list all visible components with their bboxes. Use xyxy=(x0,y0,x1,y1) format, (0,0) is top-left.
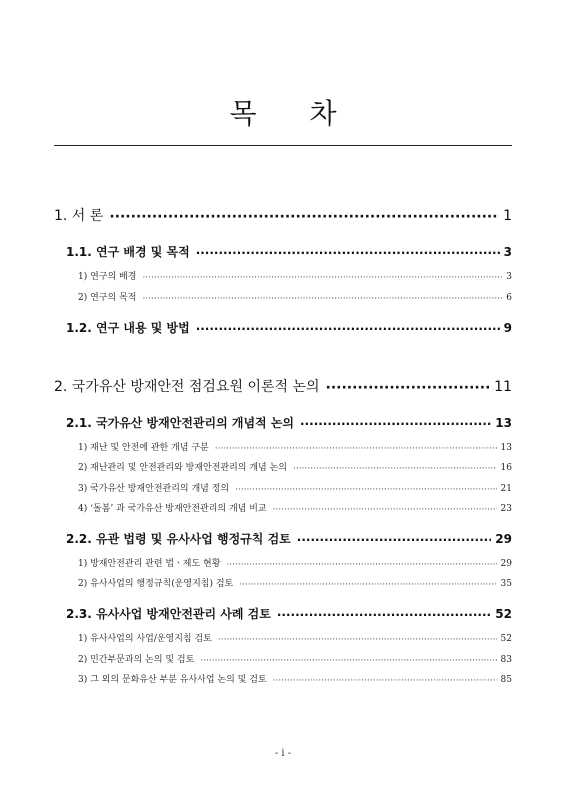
toc-page-number: 29 xyxy=(500,559,512,569)
dot-leader xyxy=(215,444,497,453)
dot-leader xyxy=(239,580,496,589)
toc-entry-subsection[interactable] xyxy=(78,481,512,494)
dot-leader xyxy=(273,505,497,514)
dot-leader xyxy=(300,417,491,429)
toc-entry-label: 3) 국가유산 방재안전관리의 개념 정의 xyxy=(78,484,230,494)
toc-entry-label: 2) 민간부문과의 논의 및 검토 xyxy=(78,655,195,665)
toc-entry-label: 1.1. 연구 배경 및 목적 xyxy=(66,245,190,259)
toc-page-number: 29 xyxy=(495,532,512,546)
toc-entry-subsection[interactable] xyxy=(78,576,512,589)
toc-page-number: 23 xyxy=(500,504,512,514)
toc-entry-label: 1) 재난 및 안전에 관한 개념 구분 xyxy=(78,443,209,453)
toc-entry-subsection[interactable] xyxy=(78,501,512,514)
toc-page-number: 52 xyxy=(495,607,512,621)
dot-leader xyxy=(142,294,502,303)
dot-leader xyxy=(293,464,497,473)
toc-page-number: 13 xyxy=(500,443,512,453)
toc-entry-label: 2.3. 유사사업 방재안전관리 사례 검토 xyxy=(66,607,271,621)
toc-entry-label: 2) 재난관리 및 안전관리와 방재안전관리의 개념 논의 xyxy=(78,463,287,473)
toc-page-number: 13 xyxy=(495,416,512,430)
toc-entry-label: 2. 국가유산 방재안전 점검요원 이론적 논의 xyxy=(54,379,320,395)
dot-leader xyxy=(218,635,497,644)
toc-entry-section[interactable] xyxy=(66,243,512,260)
toc-page-number: 3 xyxy=(506,272,512,282)
toc-page-number: 35 xyxy=(500,579,512,589)
toc-page-number: 16 xyxy=(500,463,512,473)
toc-entry-subsection[interactable] xyxy=(78,631,512,644)
toc-entry-label: 2) 연구의 목적 xyxy=(78,293,137,303)
toc-page-number: 11 xyxy=(494,379,512,395)
toc-page-number: 6 xyxy=(506,293,512,303)
dot-leader xyxy=(200,656,496,665)
toc-entry-subsection[interactable] xyxy=(78,460,512,473)
toc-entry-label: 2.1. 국가유산 방재안전관리의 개념적 논의 xyxy=(66,416,295,430)
toc-page-number: 1 xyxy=(503,208,512,224)
toc-entry-subsection[interactable] xyxy=(78,290,512,303)
dot-leader xyxy=(326,380,491,394)
dot-leader xyxy=(196,246,500,258)
toc-entry-chapter[interactable] xyxy=(54,376,512,396)
toc-entry-label: 4) ‘돌봄’ 과 국가유산 방재안전관리의 개념 비교 xyxy=(78,504,267,514)
dot-leader xyxy=(235,485,496,494)
page-title: 목 차 xyxy=(229,97,359,130)
toc-entry-section[interactable] xyxy=(66,530,512,547)
toc-entry-section[interactable] xyxy=(66,319,512,336)
toc-entry-chapter[interactable] xyxy=(54,205,512,225)
dot-leader xyxy=(109,209,499,223)
toc-entry-subsection[interactable] xyxy=(78,269,512,282)
toc-entry-label: 2) 유사사업의 행정규칙(운영지침) 검토 xyxy=(78,579,234,589)
dot-leader xyxy=(277,608,491,620)
toc-page-number: 3 xyxy=(503,245,512,259)
dot-leader xyxy=(226,560,496,569)
toc-entry-section[interactable] xyxy=(66,605,512,622)
toc-entry-label: 1) 유사사업의 사업/운영지침 검토 xyxy=(78,634,212,644)
toc-page-number: 83 xyxy=(500,655,512,665)
toc-entry-label: 1) 방재안전관리 관련 법ㆍ제도 현황 xyxy=(78,559,221,569)
toc-entry-label: 1.2. 연구 내용 및 방법 xyxy=(66,321,190,335)
dot-leader xyxy=(297,533,492,545)
toc-entry-subsection[interactable] xyxy=(78,440,512,453)
toc-entry-label: 1. 서 론 xyxy=(54,208,104,224)
page-footer: - i - xyxy=(274,748,292,759)
toc-page-number: 9 xyxy=(503,321,512,335)
dot-leader xyxy=(196,322,500,334)
toc-entry-subsection[interactable] xyxy=(78,652,512,665)
dot-leader xyxy=(142,273,502,282)
toc-page-number: 85 xyxy=(500,675,512,685)
dot-leader xyxy=(273,676,497,685)
toc-entry-section[interactable] xyxy=(66,414,512,431)
title-divider xyxy=(54,145,512,146)
toc-page-number: 52 xyxy=(500,634,512,644)
toc-entry-label: 1) 연구의 배경 xyxy=(78,272,137,282)
toc-page-number: 21 xyxy=(500,484,512,494)
toc-entry-label: 2.2. 유관 법령 및 유사사업 행정규칙 검토 xyxy=(66,532,291,546)
toc-entry-label: 3) 그 외의 문화유산 부분 유사사업 논의 및 검토 xyxy=(78,675,267,685)
toc-entry-subsection[interactable] xyxy=(78,672,512,685)
toc-entry-subsection[interactable] xyxy=(78,556,512,569)
